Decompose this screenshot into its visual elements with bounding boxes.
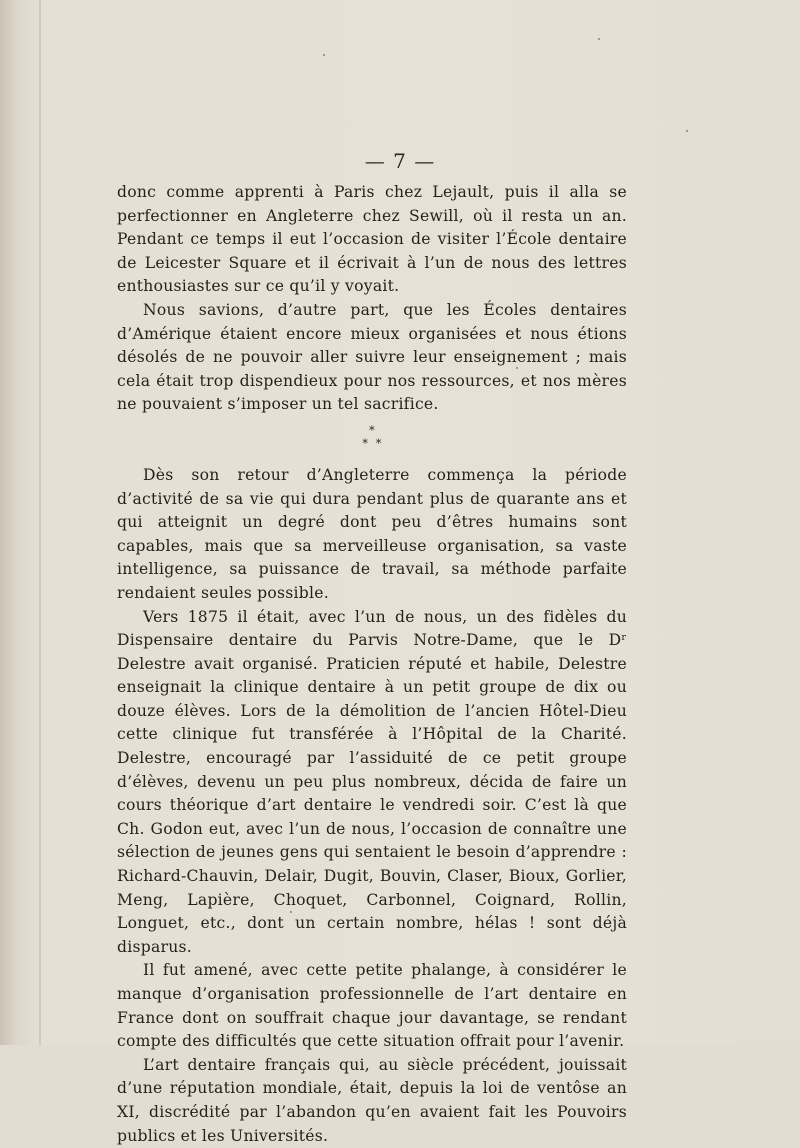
paragraph-6: L’art dentaire français qui, au siècle précédent, jouissait d’une réputation mondiale, était, depuis la loi de ventôse an XI, discrédité par l’abandon qu’en avaient fait les Pouvoirs publics et les Universités.	[117, 1055, 627, 1145]
paper-speck	[290, 911, 292, 913]
paragraph-2: Nous savions, d’autre part, que les Écoles dentaires d’Amérique étaient encore mieux organisées et nous étions désolés de ne pouvoir aller suivre leur enseignement ; mais cela était trop dispendieux pour nos ressources, et nos mères ne pouvaient s’imposer un tel sacrifice.	[117, 300, 627, 414]
body-text	[117, 181, 627, 1148]
paper-speck	[598, 38, 600, 40]
asterism-top-star: *	[369, 423, 375, 437]
paper-speck	[686, 130, 688, 132]
paper-speck	[516, 367, 518, 369]
paragraph-4: Vers 1875 il était, avec l’un de nous, un des fidèles du Dispensaire dentaire du Parvis Notre-Dame, que le Dʳ Delestre avait organisé. Praticien réputé et habile, Delestre enseignait la clinique dentaire à un petit groupe de dix ou douze élèves. Lors de la démolition de l’ancien Hôtel-Dieu cette clinique fut transférée à l’Hôpital de la Charité. Delestre, encouragé par l’assiduité de ce petit groupe d’élèves, devenu un peu plus nombreux, décida de faire un cours théorique d’art dentaire le vendredi soir. C’est là que Ch. Godon eut, avec l’un de nous, l’occasion de connaître une sélection de jeunes gens qui sentaient le besoin d’apprendre : Richard-Chauvin, Delair, Dugit, Bouvin, Claser, Bioux, Gorlier, Meng, Lapière, Choquet, Carbonnel, Coignard, Rollin, Longuet, etc., dont un certain nombre, hélas ! sont déjà disparus.	[117, 607, 627, 956]
paragraph-5: Il fut amené, avec cette petite phalange, à considérer le manque d’organisation professionnelle de l’art dentaire en France dont on souffrait chaque jour davantage, se rendant compte des difficultés que cette situation offrait pour l’avenir.	[117, 961, 627, 1051]
paper-speck	[323, 54, 325, 56]
paragraph-3: Dès son retour d’Angleterre commença la période d’activité de sa vie qui dura pendant plus de quarante ans et qui atteignit un degré dont peu d’êtres humains sont capables, mais que sa merveilleuse organisation, sa vaste intelligence, sa puissance de travail, sa méthode parfaite rendaient seules possible.	[117, 465, 627, 602]
asterism-bottom-stars: * *	[362, 436, 382, 450]
paragraph-1: donc comme apprenti à Paris chez Lejault, puis il alla se perfectionner en Angleterre chez Sewill, où il resta un an. Pendant ce temps il eut l’occasion de visiter l’École dentaire de Leicester Square et il écrivait à l’un de nous des lettres enthousiastes sur ce qu’il y voyait.	[117, 183, 627, 296]
section-break-asterism	[117, 417, 627, 464]
page-number: — 7 —	[364, 149, 436, 173]
